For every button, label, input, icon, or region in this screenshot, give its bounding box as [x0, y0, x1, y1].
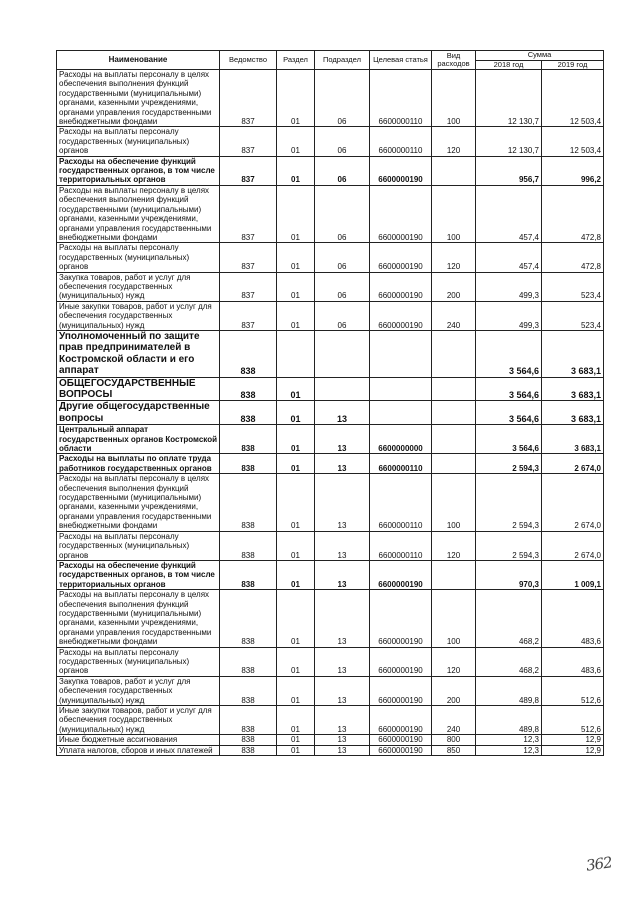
table-row: [57, 706, 604, 735]
row-kind: 200: [432, 272, 476, 301]
row-subsection: [315, 330, 370, 377]
row-subsection: 13: [315, 401, 370, 425]
row-dept: 838: [220, 454, 277, 474]
table-row: [57, 330, 604, 377]
row-target: 6600000110: [370, 531, 432, 560]
row-section: 01: [277, 156, 315, 185]
row-kind: 100: [432, 474, 476, 531]
row-dept: 837: [220, 243, 277, 272]
row-value-2018: 468,2: [476, 590, 542, 647]
row-section: 01: [277, 454, 315, 474]
row-dept: 838: [220, 474, 277, 531]
row-name: Расходы на выплаты персоналу государственных (муниципальных) органов: [57, 243, 220, 272]
row-name: Иные закупки товаров, работ и услуг для обеспечения государственных (муниципальных) нужд: [57, 706, 220, 735]
row-section: 01: [277, 706, 315, 735]
row-target: 6600000190: [370, 272, 432, 301]
row-value-2018: 499,3: [476, 272, 542, 301]
table-row: [57, 647, 604, 676]
row-section: 01: [277, 745, 315, 755]
row-value-2019: 523,4: [542, 272, 604, 301]
row-dept: 837: [220, 301, 277, 330]
row-kind: 120: [432, 531, 476, 560]
table-row: [57, 454, 604, 474]
row-subsection: 13: [315, 590, 370, 647]
row-name: Иные бюджетные ассигнования: [57, 735, 220, 745]
table-row: [57, 401, 604, 425]
row-subsection: 13: [315, 745, 370, 755]
row-value-2019: 3 683,1: [542, 330, 604, 377]
table-row: [57, 676, 604, 705]
row-section: 01: [277, 647, 315, 676]
row-kind: 100: [432, 70, 476, 127]
header-kind: Вид расходов: [432, 51, 476, 70]
row-dept: 837: [220, 127, 277, 156]
row-subsection: 13: [315, 676, 370, 705]
row-target: 6600000110: [370, 454, 432, 474]
row-dept: 838: [220, 401, 277, 425]
row-section: 01: [277, 531, 315, 560]
row-subsection: 06: [315, 127, 370, 156]
row-target: [370, 401, 432, 425]
row-value-2018: 12,3: [476, 745, 542, 755]
row-subsection: 13: [315, 474, 370, 531]
row-value-2019: 3 683,1: [542, 401, 604, 425]
row-value-2018: 12,3: [476, 735, 542, 745]
row-dept: 837: [220, 70, 277, 127]
row-dept: 838: [220, 330, 277, 377]
row-section: 01: [277, 676, 315, 705]
row-value-2019: 12,9: [542, 735, 604, 745]
row-kind: 240: [432, 706, 476, 735]
row-dept: 838: [220, 745, 277, 755]
row-value-2019: 2 674,0: [542, 454, 604, 474]
row-value-2019: 523,4: [542, 301, 604, 330]
row-target: 6600000110: [370, 474, 432, 531]
row-kind: 120: [432, 127, 476, 156]
row-target: [370, 330, 432, 377]
row-value-2018: 12 130,7: [476, 127, 542, 156]
table-row: [57, 301, 604, 330]
row-dept: 838: [220, 676, 277, 705]
row-subsection: 06: [315, 301, 370, 330]
row-value-2018: 3 564,6: [476, 401, 542, 425]
budget-table: [56, 50, 604, 756]
header-dept: Ведомство: [220, 51, 277, 70]
row-kind: 100: [432, 185, 476, 242]
row-name: Другие общегосударственные вопросы: [57, 401, 220, 425]
row-subsection: 13: [315, 735, 370, 745]
row-kind: [432, 377, 476, 401]
header-target: Целевая статья: [370, 51, 432, 70]
row-value-2019: 3 683,1: [542, 377, 604, 401]
row-name: Центральный аппарат государственных органов Костромской области: [57, 425, 220, 454]
row-value-2018: 970,3: [476, 560, 542, 589]
row-dept: 838: [220, 706, 277, 735]
row-subsection: 13: [315, 425, 370, 454]
row-subsection: 06: [315, 272, 370, 301]
row-name: Расходы на выплаты персоналу государственных (муниципальных) органов: [57, 647, 220, 676]
row-section: 01: [277, 735, 315, 745]
header-subsection: Подраздел: [315, 51, 370, 70]
row-kind: 120: [432, 647, 476, 676]
table-row: [57, 127, 604, 156]
row-value-2018: 2 594,3: [476, 474, 542, 531]
row-dept: 838: [220, 590, 277, 647]
row-target: [370, 377, 432, 401]
row-kind: 800: [432, 735, 476, 745]
row-value-2018: 2 594,3: [476, 454, 542, 474]
table-row: [57, 560, 604, 589]
row-subsection: 06: [315, 156, 370, 185]
header-2019: 2019 год: [542, 60, 604, 70]
row-target: 6600000190: [370, 185, 432, 242]
row-target: 6600000190: [370, 590, 432, 647]
row-target: 6600000190: [370, 243, 432, 272]
row-name: Закупка товаров, работ и услуг для обеспечения государственных (муниципальных) нужд: [57, 676, 220, 705]
row-target: 6600000110: [370, 70, 432, 127]
row-value-2018: 2 594,3: [476, 531, 542, 560]
row-name: Расходы на выплаты персоналу государственных (муниципальных) органов: [57, 127, 220, 156]
row-dept: 837: [220, 272, 277, 301]
row-target: 6600000190: [370, 301, 432, 330]
row-target: 6600000190: [370, 745, 432, 755]
row-section: 01: [277, 474, 315, 531]
row-dept: 838: [220, 531, 277, 560]
row-name: Уполномоченный по защите прав предпринимателей в Костромской области и его аппарат: [57, 330, 220, 377]
row-subsection: 06: [315, 185, 370, 242]
row-subsection: [315, 377, 370, 401]
table-row: [57, 272, 604, 301]
row-dept: 837: [220, 156, 277, 185]
row-value-2019: 512,6: [542, 706, 604, 735]
row-section: [277, 330, 315, 377]
row-target: 6600000110: [370, 127, 432, 156]
row-section: 01: [277, 272, 315, 301]
row-target: 6600000000: [370, 425, 432, 454]
row-section: 01: [277, 401, 315, 425]
row-dept: 838: [220, 735, 277, 745]
table-row: [57, 745, 604, 755]
row-section: 01: [277, 70, 315, 127]
header-sum: Сумма: [476, 51, 604, 61]
row-kind: [432, 560, 476, 589]
row-name: Расходы на обеспечение функций государственных органов, в том числе территориальных органов: [57, 560, 220, 589]
row-target: 6600000190: [370, 647, 432, 676]
row-value-2019: 483,6: [542, 647, 604, 676]
row-subsection: 13: [315, 560, 370, 589]
row-value-2019: 12 503,4: [542, 70, 604, 127]
row-subsection: 13: [315, 531, 370, 560]
row-value-2019: 12,9: [542, 745, 604, 755]
table-row: [57, 243, 604, 272]
table-row: [57, 425, 604, 454]
row-dept: 838: [220, 377, 277, 401]
row-subsection: 13: [315, 647, 370, 676]
row-value-2018: 3 564,6: [476, 377, 542, 401]
row-section: 01: [277, 425, 315, 454]
table-row: [57, 70, 604, 127]
header-name: Наименование: [57, 51, 220, 70]
row-kind: 850: [432, 745, 476, 755]
row-value-2018: 956,7: [476, 156, 542, 185]
row-target: 6600000190: [370, 560, 432, 589]
row-value-2018: 457,4: [476, 243, 542, 272]
row-name: Расходы на выплаты персоналу в целях обеспечения выполнения функций государственными (муниципальными) органами, казенными учреждениями, органами управления государственными внебюджетными фондами: [57, 590, 220, 647]
row-value-2018: 457,4: [476, 185, 542, 242]
row-target: 6600000190: [370, 156, 432, 185]
row-value-2019: 3 683,1: [542, 425, 604, 454]
row-section: 01: [277, 560, 315, 589]
table-row: [57, 156, 604, 185]
row-value-2018: 3 564,6: [476, 330, 542, 377]
row-name: Расходы на выплаты персоналу в целях обеспечения выполнения функций государственными (муниципальными) органами, казенными учреждениями, органами управления государственными внебюджетными фондами: [57, 70, 220, 127]
table-row: [57, 590, 604, 647]
row-subsection: 13: [315, 706, 370, 735]
row-value-2018: 489,8: [476, 676, 542, 705]
header-section: Раздел: [277, 51, 315, 70]
row-value-2019: 472,8: [542, 185, 604, 242]
table-row: [57, 474, 604, 531]
row-kind: [432, 425, 476, 454]
row-value-2019: 12 503,4: [542, 127, 604, 156]
row-name: Закупка товаров, работ и услуг для обеспечения государственных (муниципальных) нужд: [57, 272, 220, 301]
row-section: 01: [277, 185, 315, 242]
row-value-2018: 489,8: [476, 706, 542, 735]
row-value-2019: 1 009,1: [542, 560, 604, 589]
row-subsection: 13: [315, 454, 370, 474]
table-body: [57, 70, 604, 756]
row-kind: 120: [432, 243, 476, 272]
row-kind: 240: [432, 301, 476, 330]
row-value-2019: 512,6: [542, 676, 604, 705]
row-section: 01: [277, 590, 315, 647]
row-target: 6600000190: [370, 676, 432, 705]
table-row: [57, 185, 604, 242]
row-section: 01: [277, 377, 315, 401]
row-kind: 200: [432, 676, 476, 705]
row-name: ОБЩЕГОСУДАРСТВЕННЫЕ ВОПРОСЫ: [57, 377, 220, 401]
row-target: 6600000190: [370, 735, 432, 745]
table-row: [57, 735, 604, 745]
row-section: 01: [277, 301, 315, 330]
row-subsection: 06: [315, 243, 370, 272]
row-name: Расходы на выплаты по оплате труда работников государственных органов: [57, 454, 220, 474]
row-value-2019: 2 674,0: [542, 531, 604, 560]
row-kind: [432, 156, 476, 185]
row-value-2018: 3 564,6: [476, 425, 542, 454]
table-row: [57, 531, 604, 560]
row-dept: 838: [220, 560, 277, 589]
row-value-2018: 499,3: [476, 301, 542, 330]
row-subsection: 06: [315, 70, 370, 127]
page-number: 362: [584, 853, 613, 875]
row-kind: [432, 454, 476, 474]
row-dept: 837: [220, 185, 277, 242]
row-value-2019: 2 674,0: [542, 474, 604, 531]
header-2018: 2018 год: [476, 60, 542, 70]
row-target: 6600000190: [370, 706, 432, 735]
row-value-2018: 12 130,7: [476, 70, 542, 127]
row-kind: [432, 330, 476, 377]
row-value-2019: 483,6: [542, 590, 604, 647]
row-dept: 838: [220, 647, 277, 676]
row-value-2018: 468,2: [476, 647, 542, 676]
table-row: [57, 377, 604, 401]
row-value-2019: 472,8: [542, 243, 604, 272]
row-value-2019: 996,2: [542, 156, 604, 185]
row-dept: 838: [220, 425, 277, 454]
row-name: Расходы на выплаты персоналу государственных (муниципальных) органов: [57, 531, 220, 560]
row-name: Расходы на обеспечение функций государственных органов, в том числе территориальных органов: [57, 156, 220, 185]
row-section: 01: [277, 127, 315, 156]
row-name: Расходы на выплаты персоналу в целях обеспечения выполнения функций государственными (муниципальными) органами, казенными учреждениями, органами управления государственными внебюджетными фондами: [57, 185, 220, 242]
row-kind: 100: [432, 590, 476, 647]
row-section: 01: [277, 243, 315, 272]
row-name: Расходы на выплаты персоналу в целях обеспечения выполнения функций государственными (муниципальными) органами, казенными учреждениями, органами управления государственными внебюджетными фондами: [57, 474, 220, 531]
row-name: Иные закупки товаров, работ и услуг для обеспечения государственных (муниципальных) нужд: [57, 301, 220, 330]
row-name: Уплата налогов, сборов и иных платежей: [57, 745, 220, 755]
row-kind: [432, 401, 476, 425]
